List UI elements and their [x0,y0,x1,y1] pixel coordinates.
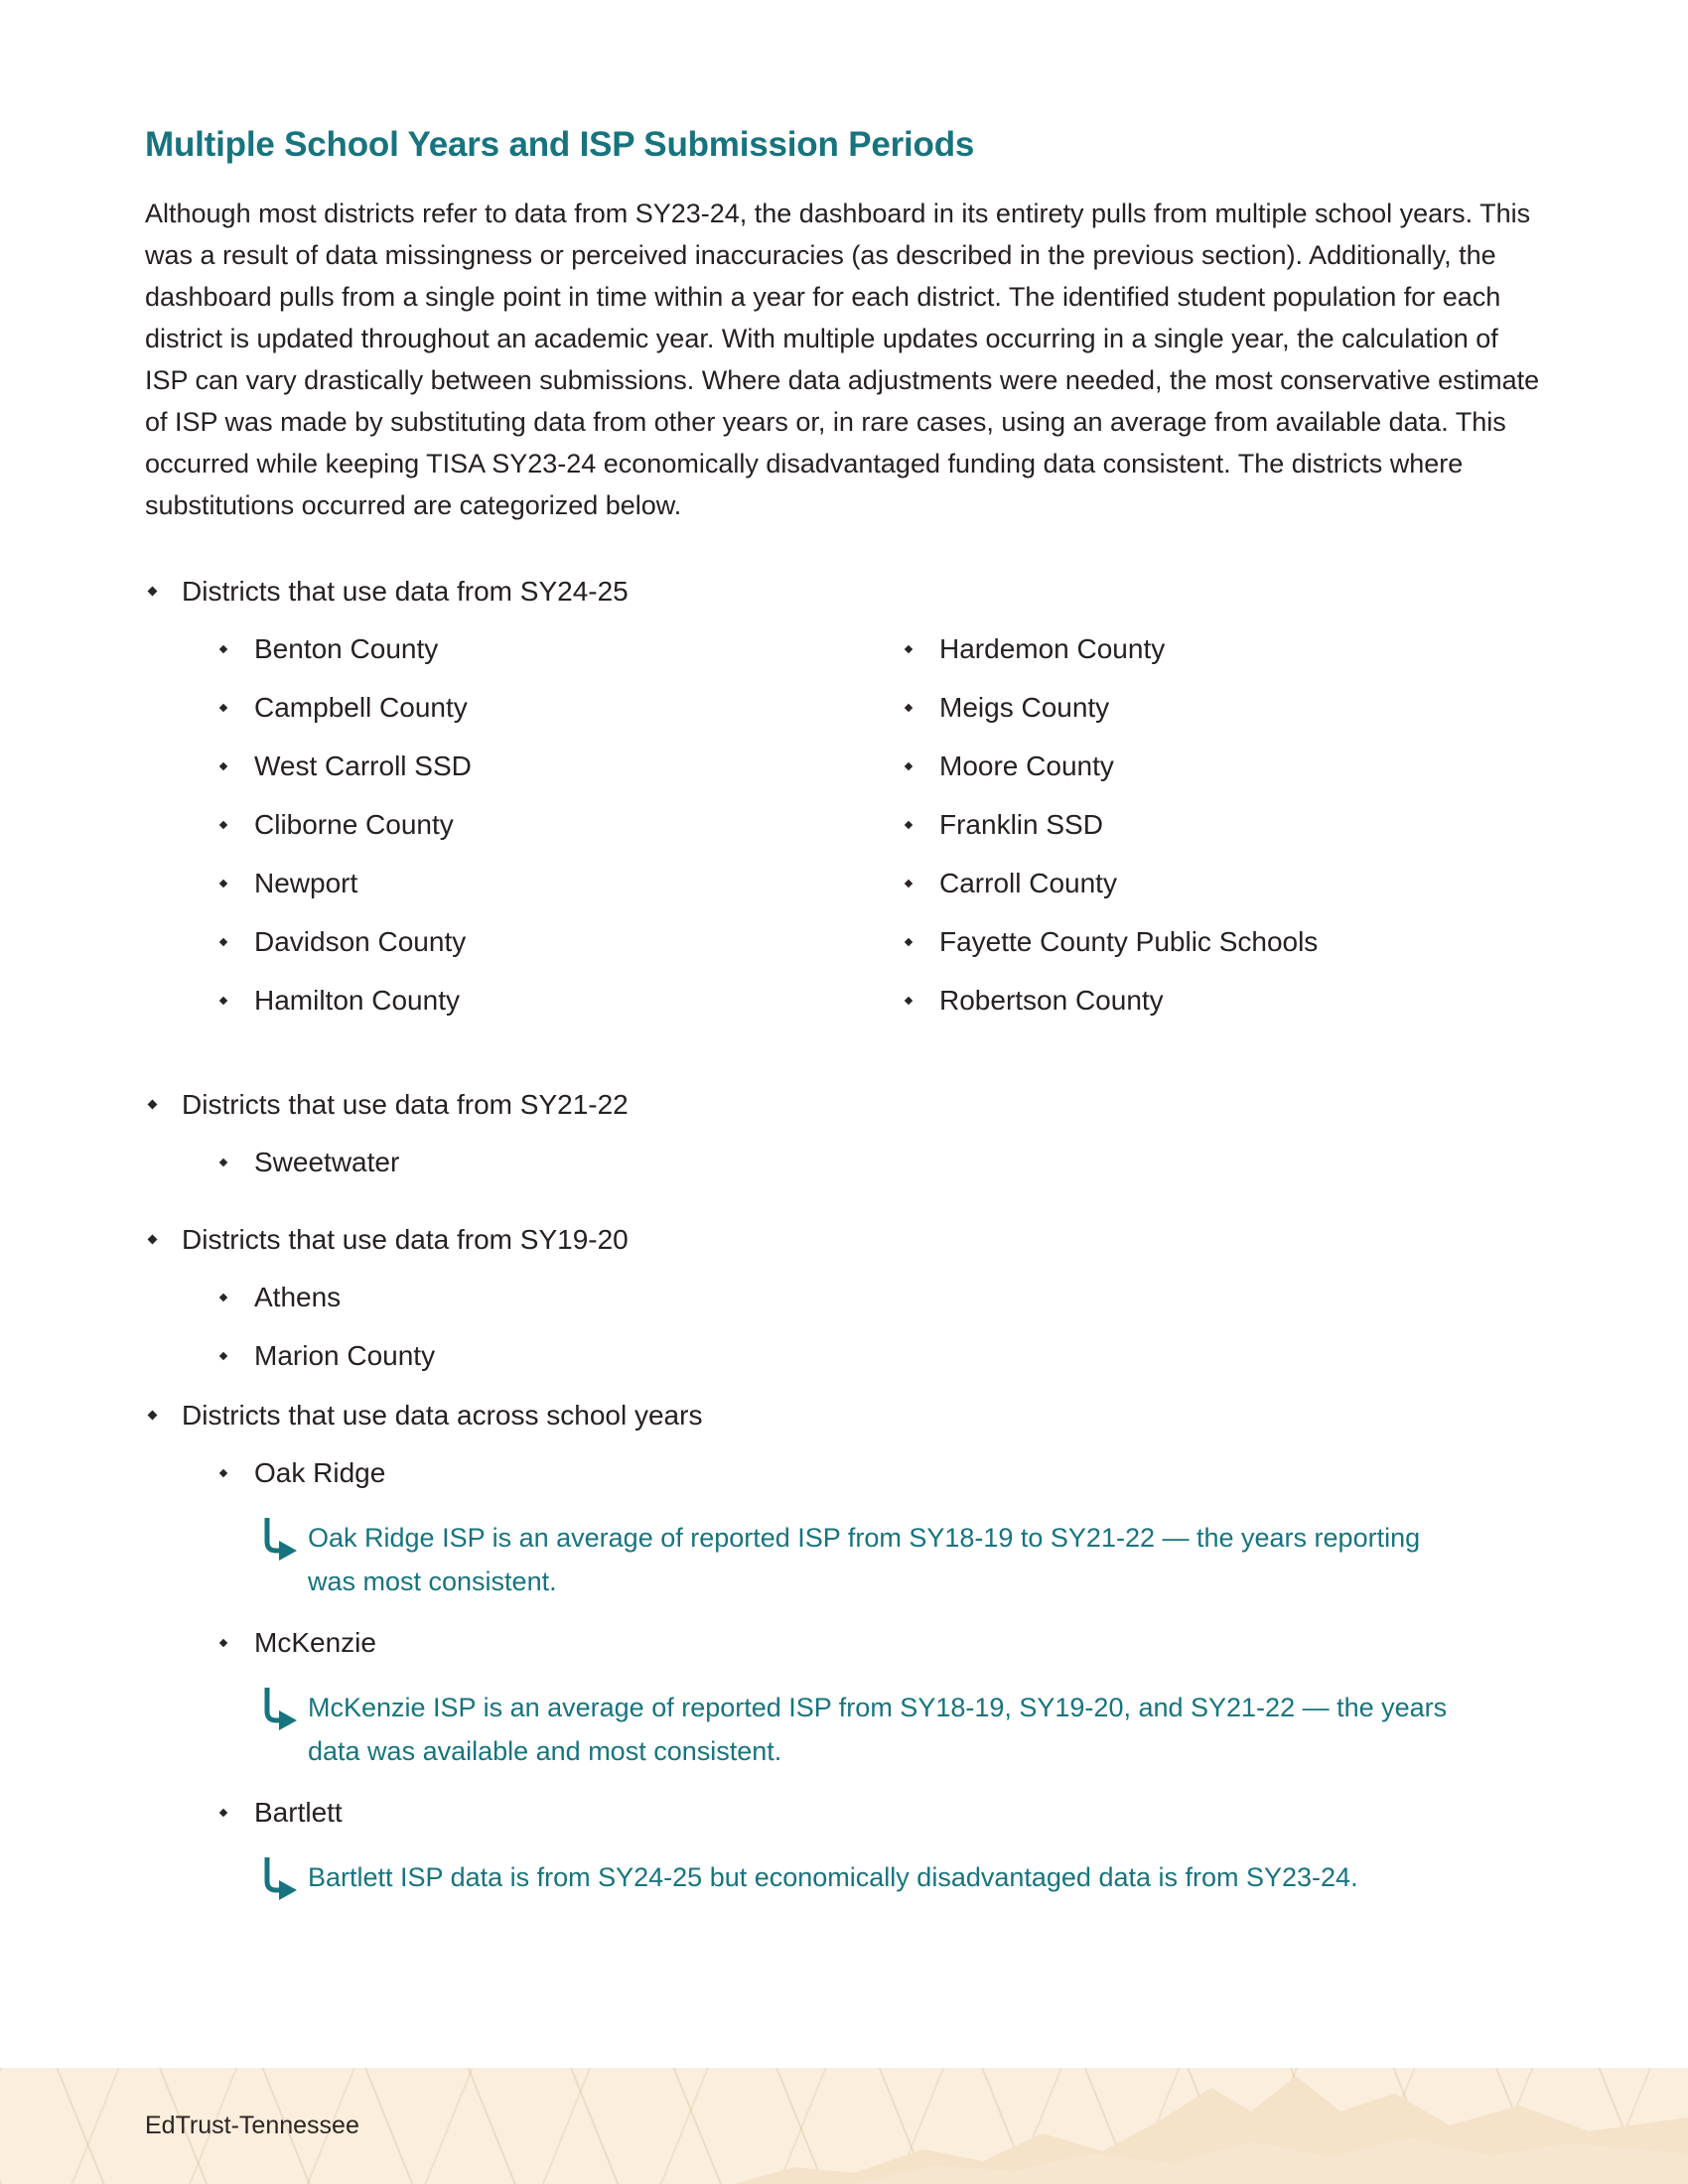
district-note: McKenzie ISP is an average of reported ISP from SY18-19, SY19-20, and SY21-22 — the years data was available and most consistent. [262,1686,1543,1773]
district-item: Robertson County [906,985,1543,1017]
district-item: Cliborne County [220,809,906,841]
bullet-diamond-icon [219,1294,227,1301]
district-item: West Carroll SSD [220,751,906,782]
district-item: Moore County [906,751,1543,782]
bullet-diamond-icon [219,880,227,887]
bullet-diamond-icon [905,645,913,653]
district-item: Davidson County [220,926,906,958]
district-item: Newport [220,868,906,899]
district-columns [220,633,1543,1043]
district-item: Hamilton County [220,985,906,1017]
bullet-diamond-icon [219,762,227,770]
bullet-diamond-icon [219,821,227,829]
district-item: Bartlett [220,1797,1543,1829]
district-note: Bartlett ISP data is from SY24-25 but economically disadvantaged data is from SY23-24. [262,1855,1543,1903]
district-list [220,1147,1543,1178]
district-item: Carroll County [906,868,1543,899]
district-list [220,1457,1543,1903]
district-item: Hardemon County [906,633,1543,665]
section-label: Districts that use data from SY24-25 [182,576,629,607]
bullet-diamond-icon [148,1411,158,1421]
district-column-left [220,633,906,1043]
district-list [220,1282,1543,1372]
section-sy24-25 [145,576,1543,608]
mountain-silhouette-icon [735,2068,1688,2184]
bullet-diamond-icon [905,762,913,770]
district-item: Franklin SSD [906,809,1543,841]
bullet-diamond-icon [905,880,913,887]
district-item: Meigs County [906,692,1543,724]
bullet-diamond-icon [148,1100,158,1110]
district-item: Marion County [220,1340,1543,1372]
district-item: Athens [220,1282,1543,1313]
section-across-years [145,1400,1543,1432]
section-sy19-20 [145,1224,1543,1256]
bullet-diamond-icon [905,704,913,712]
bullet-diamond-icon [148,587,158,597]
bullet-diamond-icon [219,1159,227,1166]
bullet-diamond-icon [905,821,913,829]
bullet-diamond-icon [219,704,227,712]
bullet-diamond-icon [219,997,227,1005]
return-arrow-icon [262,1857,300,1903]
section-sy21-22 [145,1089,1543,1121]
return-arrow-icon [262,1688,300,1733]
district-item: Oak Ridge [220,1457,1543,1489]
footer-brand: EdTrust-Tennessee [145,2112,359,2139]
intro-paragraph: Although most districts refer to data from SY23-24, the dashboard in its entirety pulls from multiple school years. This was a result of data missingness or perceived inaccuracies (as described in the previous section). Additionally, the dashboard pulls from a single point in time within a year for each district. The identified student population for each district is updated throughout an academic year. With multiple updates occurring in a single year, the calculation of ISP can vary drastically between submissions. Where data adjustments were needed, the most conservative estimate of ISP was made by substituting data from other years or, in rare cases, using an average from available data. This occurred while keeping TISA SY23-24 economically disadvantaged funding data consistent. The districts where substitutions occurred are categorized below. [145,199,1540,520]
bullet-diamond-icon [219,938,227,946]
return-arrow-icon [262,1518,300,1564]
district-item: Campbell County [220,692,906,724]
district-item: Benton County [220,633,906,665]
section-label: Districts that use data across school years [182,1400,703,1431]
bullet-diamond-icon [905,997,913,1005]
district-item: Sweetwater [220,1147,1543,1178]
section-label: Districts that use data from SY19-20 [182,1224,629,1255]
bullet-diamond-icon [219,645,227,653]
bullet-diamond-icon [219,1469,227,1477]
page-footer [0,2068,1688,2184]
district-column-right [906,633,1543,1043]
bullet-diamond-icon [148,1235,158,1245]
bullet-diamond-icon [219,1639,227,1647]
bullet-diamond-icon [905,938,913,946]
page-title: Multiple School Years and ISP Submission Periods [145,125,975,164]
district-item: Fayette County Public Schools [906,926,1543,958]
bullet-diamond-icon [219,1809,227,1817]
page-content [145,125,1543,1927]
section-label: Districts that use data from SY21-22 [182,1089,629,1120]
district-item: McKenzie [220,1627,1543,1659]
bullet-diamond-icon [219,1352,227,1360]
district-note: Oak Ridge ISP is an average of reported ISP from SY18-19 to SY21-22 — the years reporting was most consistent. [262,1516,1543,1603]
